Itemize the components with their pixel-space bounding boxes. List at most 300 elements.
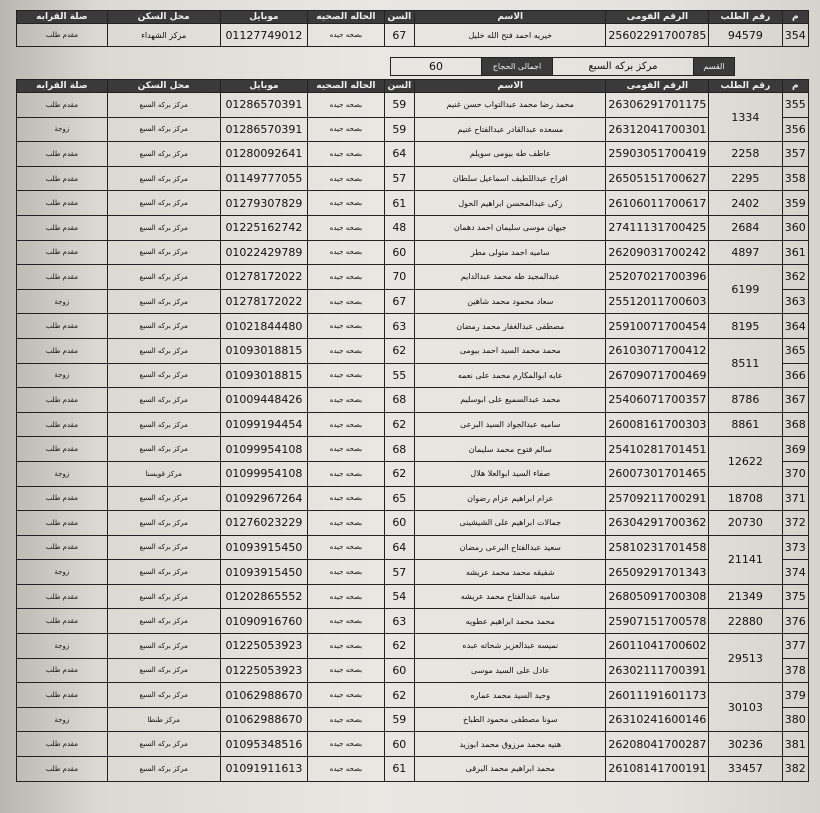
cell-residence: مركز بركه السبع	[107, 215, 220, 240]
cell-age: 60	[384, 658, 415, 683]
cell-name: محمد عبدالسميع على ابوسليم	[415, 388, 606, 413]
cell-mobile: 01009448426	[220, 388, 308, 413]
cell-health: بصحه جيده	[308, 560, 384, 585]
cell-national-id: 26103071700412	[606, 338, 709, 363]
cell-age: 70	[384, 265, 415, 290]
cell-name: محمد محمد السيد احمد بيومى	[415, 338, 606, 363]
cell-name: جمالات ابراهيم على الشيشينى	[415, 511, 606, 536]
cell-residence: مركز بركه السبع	[107, 609, 220, 634]
cell-seq: 363	[782, 289, 808, 314]
table-row	[17, 338, 809, 363]
cell-health: بصحه جيده	[308, 486, 384, 511]
cell-health: بصحه جيده	[308, 757, 384, 782]
cell-seq: 376	[782, 609, 808, 634]
header-national-id: الرقم القومى	[606, 11, 709, 24]
cell-national-id: 26505151700627	[606, 166, 709, 191]
cell-seq: 354	[782, 24, 808, 47]
cell-age: 57	[384, 166, 415, 191]
cell-relation: مقدم طلب	[17, 437, 108, 462]
cell-relation: مقدم طلب	[17, 215, 108, 240]
cell-student-id: 2258	[709, 142, 782, 167]
cell-health: بصحه جيده	[308, 117, 384, 142]
header-age: السن	[384, 80, 415, 93]
cell-mobile: 01127749012	[220, 24, 308, 47]
cell-relation: مقدم طلب	[17, 240, 108, 265]
cell-seq: 358	[782, 166, 808, 191]
cell-seq: 370	[782, 461, 808, 486]
cell-health: بصحه جيده	[308, 142, 384, 167]
cell-seq: 372	[782, 511, 808, 536]
header-name: الاسم	[415, 80, 606, 93]
cell-name: عبدالمجيد طه محمد عبدالدايم	[415, 265, 606, 290]
cell-name: عادل على السيد موسى	[415, 658, 606, 683]
cell-student-id: 8511	[709, 338, 782, 387]
header-student-id: رقم الطلب	[709, 80, 782, 93]
cell-name: وحيد السيد محمد عماره	[415, 683, 606, 708]
cell-age: 62	[384, 683, 415, 708]
cell-student-id: 94579	[709, 24, 782, 47]
cell-age: 64	[384, 535, 415, 560]
cell-residence: مركز بركه السبع	[107, 191, 220, 216]
cell-mobile: 01093018815	[220, 338, 308, 363]
cell-national-id: 26509291701343	[606, 560, 709, 585]
cell-health: بصحه جيده	[308, 707, 384, 732]
cell-national-id: 25406071700357	[606, 388, 709, 413]
cell-residence: مركز طنطا	[107, 707, 220, 732]
cell-name: خيريه احمد فتح الله خليل	[415, 24, 606, 47]
total-pilgrims-label: اجمالى الحجاج	[482, 58, 553, 76]
table-row	[17, 535, 809, 560]
cell-age: 67	[384, 24, 415, 47]
header-student-id: رقم الطلب	[709, 11, 782, 24]
cell-health: بصحه جيده	[308, 24, 384, 47]
cell-health: بصحه جيده	[308, 289, 384, 314]
cell-health: بصحه جيده	[308, 215, 384, 240]
cell-health: بصحه جيده	[308, 683, 384, 708]
cell-residence: مركز بركه السبع	[107, 757, 220, 782]
cell-health: بصحه جيده	[308, 191, 384, 216]
cell-name: افراح عبداللطيف اسماعيل سلطان	[415, 166, 606, 191]
table-row	[17, 757, 809, 782]
cell-name: محمد محمد ابراهيم عطويه	[415, 609, 606, 634]
cell-health: بصحه جيده	[308, 240, 384, 265]
cell-relation: مقدم طلب	[17, 338, 108, 363]
cell-seq: 355	[782, 93, 808, 118]
cell-relation: مقدم طلب	[17, 388, 108, 413]
cell-mobile: 01225053923	[220, 658, 308, 683]
cell-student-id: 29513	[709, 634, 782, 683]
cell-relation: مقدم طلب	[17, 166, 108, 191]
table-row	[17, 732, 809, 757]
cell-relation: مقدم طلب	[17, 683, 108, 708]
cell-national-id: 26209031700242	[606, 240, 709, 265]
total-pilgrims-value: 60	[391, 58, 482, 76]
cell-mobile: 01099194454	[220, 412, 308, 437]
cell-seq: 378	[782, 658, 808, 683]
table-row	[17, 609, 809, 634]
cell-residence: مركز بركه السبع	[107, 166, 220, 191]
cell-name: جيهان موسى سليمان احمد دهمان	[415, 215, 606, 240]
cell-mobile: 01099954108	[220, 437, 308, 462]
header-national-id: الرقم القومى	[606, 80, 709, 93]
cell-mobile: 01099954108	[220, 461, 308, 486]
cell-national-id: 25512011700603	[606, 289, 709, 314]
cell-relation: مقدم طلب	[17, 757, 108, 782]
cell-mobile: 01280092641	[220, 142, 308, 167]
cell-age: 63	[384, 609, 415, 634]
cell-health: بصحه جيده	[308, 388, 384, 413]
cell-relation: زوجة	[17, 634, 108, 659]
cell-residence: مركز بركه السبع	[107, 732, 220, 757]
cell-relation: مقدم طلب	[17, 511, 108, 536]
cell-health: بصحه جيده	[308, 609, 384, 634]
cell-health: بصحه جيده	[308, 658, 384, 683]
table-row	[17, 486, 809, 511]
cell-residence: مركز بركه السبع	[107, 634, 220, 659]
table-row	[17, 437, 809, 462]
cell-seq: 362	[782, 265, 808, 290]
cell-residence: مركز بركه السبع	[107, 265, 220, 290]
cell-relation: زوجة	[17, 461, 108, 486]
cell-mobile: 01022429789	[220, 240, 308, 265]
cell-national-id: 25810231701458	[606, 535, 709, 560]
cell-name: مصطفى عبدالغفار محمد رمضان	[415, 314, 606, 339]
table-row	[17, 658, 809, 683]
cell-student-id: 20730	[709, 511, 782, 536]
cell-national-id: 26805091700308	[606, 584, 709, 609]
cell-student-id: 12622	[709, 437, 782, 486]
cell-national-id: 26312041700301	[606, 117, 709, 142]
cell-health: بصحه جيده	[308, 166, 384, 191]
cell-residence: مركز بركه السبع	[107, 486, 220, 511]
cell-health: بصحه جيده	[308, 511, 384, 536]
table-row	[17, 240, 809, 265]
cell-mobile: 01062988670	[220, 707, 308, 732]
cell-national-id: 26208041700287	[606, 732, 709, 757]
cell-health: بصحه جيده	[308, 584, 384, 609]
header-residence: محل السكن	[107, 11, 220, 24]
cell-student-id: 18708	[709, 486, 782, 511]
cell-residence: مركز بركه السبع	[107, 658, 220, 683]
header-age: السن	[384, 11, 415, 24]
cell-health: بصحه جيده	[308, 634, 384, 659]
cell-health: بصحه جيده	[308, 265, 384, 290]
cell-seq: 368	[782, 412, 808, 437]
cell-mobile: 01093915450	[220, 560, 308, 585]
cell-student-id: 30236	[709, 732, 782, 757]
table-row	[17, 707, 809, 732]
cell-residence: مركز بركه السبع	[107, 240, 220, 265]
cell-mobile: 01279307829	[220, 191, 308, 216]
cell-seq: 374	[782, 560, 808, 585]
cell-student-id: 8861	[709, 412, 782, 437]
header-mobile: موبايل	[220, 11, 308, 24]
cell-age: 48	[384, 215, 415, 240]
header-name: الاسم	[415, 11, 606, 24]
cell-health: بصحه جيده	[308, 412, 384, 437]
cell-student-id: 8786	[709, 388, 782, 413]
cell-student-id: 2684	[709, 215, 782, 240]
cell-name: زكى عبدالمحسن ابراهيم الحول	[415, 191, 606, 216]
header-row	[17, 11, 809, 24]
cell-relation: زوجة	[17, 560, 108, 585]
cell-health: بصحه جيده	[308, 732, 384, 757]
cell-national-id: 26108141700191	[606, 757, 709, 782]
cell-name: سعيد عبدالفتاح البرعى رمضان	[415, 535, 606, 560]
cell-health: بصحه جيده	[308, 437, 384, 462]
cell-seq: 365	[782, 338, 808, 363]
cell-mobile: 01062988670	[220, 683, 308, 708]
pilgrims-table	[16, 79, 809, 782]
cell-name: عزام ابراهيم عزام رضوان	[415, 486, 606, 511]
cell-mobile: 01278172022	[220, 265, 308, 290]
cell-name: ساميه عبدالجواد السيد البرعى	[415, 412, 606, 437]
cell-residence: مركز بركه السبع	[107, 289, 220, 314]
cell-student-id: 1334	[709, 93, 782, 142]
cell-age: 61	[384, 757, 415, 782]
cell-national-id: 25907151700578	[606, 609, 709, 634]
cell-student-id: 8195	[709, 314, 782, 339]
cell-age: 59	[384, 117, 415, 142]
table-row	[17, 142, 809, 167]
cell-national-id: 25602291700785	[606, 24, 709, 47]
cell-national-id: 26011041700602	[606, 634, 709, 659]
header-residence: محل السكن	[107, 80, 220, 93]
cell-relation: مقدم طلب	[17, 584, 108, 609]
cell-age: 60	[384, 240, 415, 265]
cell-health: بصحه جيده	[308, 461, 384, 486]
cell-mobile: 01095348516	[220, 732, 308, 757]
table-row	[17, 388, 809, 413]
cell-student-id: 21349	[709, 584, 782, 609]
cell-residence: مركز بركه السبع	[107, 683, 220, 708]
cell-age: 57	[384, 560, 415, 585]
cell-student-id: 4897	[709, 240, 782, 265]
cell-relation: زوجة	[17, 289, 108, 314]
cell-name: هنيه محمد مرزوق محمد ابوزيد	[415, 732, 606, 757]
cell-mobile: 01225053923	[220, 634, 308, 659]
cell-mobile: 01021844480	[220, 314, 308, 339]
cell-seq: 359	[782, 191, 808, 216]
cell-national-id: 25903051700419	[606, 142, 709, 167]
cell-seq: 364	[782, 314, 808, 339]
cell-seq: 369	[782, 437, 808, 462]
header-relation: صلة القرابه	[17, 11, 108, 24]
cell-relation: زوجة	[17, 117, 108, 142]
cell-seq: 361	[782, 240, 808, 265]
cell-name: محمد ابراهيم محمد البرقى	[415, 757, 606, 782]
header-row	[17, 80, 809, 93]
header-health: الحاله الصحيه	[308, 80, 384, 93]
table-row	[17, 117, 809, 142]
cell-national-id: 26310241600146	[606, 707, 709, 732]
cell-residence: مركز بركه السبع	[107, 117, 220, 142]
header-seq: م	[782, 11, 808, 24]
department-label: القسم	[694, 58, 735, 76]
cell-age: 54	[384, 584, 415, 609]
table-row	[17, 265, 809, 290]
cell-relation: مقدم طلب	[17, 658, 108, 683]
cell-health: بصحه جيده	[308, 535, 384, 560]
header-relation: صلة القرابه	[17, 80, 108, 93]
cell-residence: مركز قويسنا	[107, 461, 220, 486]
cell-residence: مركز بركه السبع	[107, 437, 220, 462]
cell-name: عاطف طه بيومى سويلم	[415, 142, 606, 167]
cell-seq: 375	[782, 584, 808, 609]
cell-mobile: 01286570391	[220, 93, 308, 118]
cell-health: بصحه جيده	[308, 314, 384, 339]
cell-relation: مقدم طلب	[17, 412, 108, 437]
cell-age: 55	[384, 363, 415, 388]
cell-relation: مقدم طلب	[17, 142, 108, 167]
cell-national-id: 26302111700391	[606, 658, 709, 683]
cell-seq: 379	[782, 683, 808, 708]
cell-residence: مركز بركه السبع	[107, 511, 220, 536]
cell-student-id: 33457	[709, 757, 782, 782]
cell-relation: مقدم طلب	[17, 732, 108, 757]
cell-student-id: 22880	[709, 609, 782, 634]
cell-health: بصحه جيده	[308, 363, 384, 388]
table-row	[17, 93, 809, 118]
cell-residence: مركز بركه السبع	[107, 93, 220, 118]
cell-residence: مركز بركه السبع	[107, 142, 220, 167]
cell-relation: زوجة	[17, 363, 108, 388]
cell-age: 62	[384, 634, 415, 659]
table-row	[17, 24, 809, 47]
cell-age: 68	[384, 437, 415, 462]
table-row	[17, 191, 809, 216]
cell-age: 60	[384, 732, 415, 757]
cell-residence: مركز بركه السبع	[107, 412, 220, 437]
table-row	[17, 289, 809, 314]
cell-name: ساميه عبدالفتاح محمد عريشه	[415, 584, 606, 609]
cell-mobile: 01149777055	[220, 166, 308, 191]
cell-name: محمد رضا محمد عبدالتواب حسن غنيم	[415, 93, 606, 118]
cell-seq: 380	[782, 707, 808, 732]
cell-relation: مقدم طلب	[17, 93, 108, 118]
cell-mobile: 01202865552	[220, 584, 308, 609]
department-name: مركز بركه السبع	[553, 58, 694, 76]
cell-name: مسعده عبدالقادر عبدالفتاح غنيم	[415, 117, 606, 142]
table-row	[17, 412, 809, 437]
cell-age: 60	[384, 511, 415, 536]
cell-student-id: 21141	[709, 535, 782, 584]
table-row	[17, 314, 809, 339]
cell-national-id: 25207021700396	[606, 265, 709, 290]
cell-residence: مركز بركه السبع	[107, 560, 220, 585]
cell-age: 59	[384, 707, 415, 732]
cell-age: 65	[384, 486, 415, 511]
cell-seq: 367	[782, 388, 808, 413]
cell-residence: مركز بركه السبع	[107, 584, 220, 609]
cell-age: 62	[384, 461, 415, 486]
cell-national-id: 25410281701451	[606, 437, 709, 462]
cell-relation: مقدم طلب	[17, 314, 108, 339]
cell-seq: 357	[782, 142, 808, 167]
cell-residence: مركز الشهداء	[107, 24, 220, 47]
summary-box	[390, 57, 735, 76]
cell-age: 63	[384, 314, 415, 339]
table-row	[17, 584, 809, 609]
cell-national-id: 26011191601173	[606, 683, 709, 708]
cell-age: 68	[384, 388, 415, 413]
cell-national-id: 25709211700291	[606, 486, 709, 511]
cell-relation: مقدم طلب	[17, 535, 108, 560]
cell-age: 59	[384, 93, 415, 118]
cell-national-id: 25910071700454	[606, 314, 709, 339]
table-row	[17, 166, 809, 191]
cell-national-id: 26007301701465	[606, 461, 709, 486]
cell-age: 67	[384, 289, 415, 314]
cell-mobile: 01091911613	[220, 757, 308, 782]
cell-residence: مركز بركه السبع	[107, 363, 220, 388]
header-health: الحاله الصحيه	[308, 11, 384, 24]
cell-mobile: 01092967264	[220, 486, 308, 511]
cell-mobile: 01278172022	[220, 289, 308, 314]
cell-seq: 373	[782, 535, 808, 560]
cell-seq: 377	[782, 634, 808, 659]
cell-name: سعاد محمود محمد شاهين	[415, 289, 606, 314]
cell-relation: مقدم طلب	[17, 265, 108, 290]
cell-seq: 381	[782, 732, 808, 757]
cell-name: سونا مصطفى محمود الطباخ	[415, 707, 606, 732]
cell-national-id: 27411131700425	[606, 215, 709, 240]
cell-seq: 360	[782, 215, 808, 240]
cell-age: 64	[384, 142, 415, 167]
cell-age: 62	[384, 338, 415, 363]
cell-name: صفاء السيد ابوالعلا هلال	[415, 461, 606, 486]
cell-name: عايه ابوالمكارم محمد على نعمه	[415, 363, 606, 388]
cell-relation: مقدم طلب	[17, 24, 108, 47]
cell-student-id: 2402	[709, 191, 782, 216]
cell-student-id: 6199	[709, 265, 782, 314]
cell-residence: مركز بركه السبع	[107, 314, 220, 339]
cell-student-id: 30103	[709, 683, 782, 732]
cell-age: 61	[384, 191, 415, 216]
cell-mobile: 01286570391	[220, 117, 308, 142]
top-table	[16, 10, 809, 47]
header-mobile: موبايل	[220, 80, 308, 93]
cell-national-id: 26106011700617	[606, 191, 709, 216]
cell-seq: 371	[782, 486, 808, 511]
cell-seq: 366	[782, 363, 808, 388]
table-row	[17, 511, 809, 536]
cell-name: ساميه احمد متولى مطر	[415, 240, 606, 265]
cell-national-id: 26008161700303	[606, 412, 709, 437]
cell-mobile: 01225162742	[220, 215, 308, 240]
cell-name: سالم فتوح محمد سليمان	[415, 437, 606, 462]
cell-mobile: 01090916760	[220, 609, 308, 634]
table-row	[17, 461, 809, 486]
table-row	[17, 560, 809, 585]
cell-residence: مركز بركه السبع	[107, 535, 220, 560]
header-seq: م	[782, 80, 808, 93]
cell-mobile: 01276023229	[220, 511, 308, 536]
table-row	[17, 363, 809, 388]
table-row	[17, 683, 809, 708]
cell-seq: 356	[782, 117, 808, 142]
cell-national-id: 26304291700362	[606, 511, 709, 536]
cell-seq: 382	[782, 757, 808, 782]
cell-name: شفيقه محمد محمد عريشه	[415, 560, 606, 585]
cell-relation: مقدم طلب	[17, 609, 108, 634]
cell-relation: مقدم طلب	[17, 486, 108, 511]
cell-relation: زوجة	[17, 707, 108, 732]
cell-student-id: 2295	[709, 166, 782, 191]
cell-national-id: 26709071700469	[606, 363, 709, 388]
cell-relation: مقدم طلب	[17, 191, 108, 216]
cell-age: 62	[384, 412, 415, 437]
